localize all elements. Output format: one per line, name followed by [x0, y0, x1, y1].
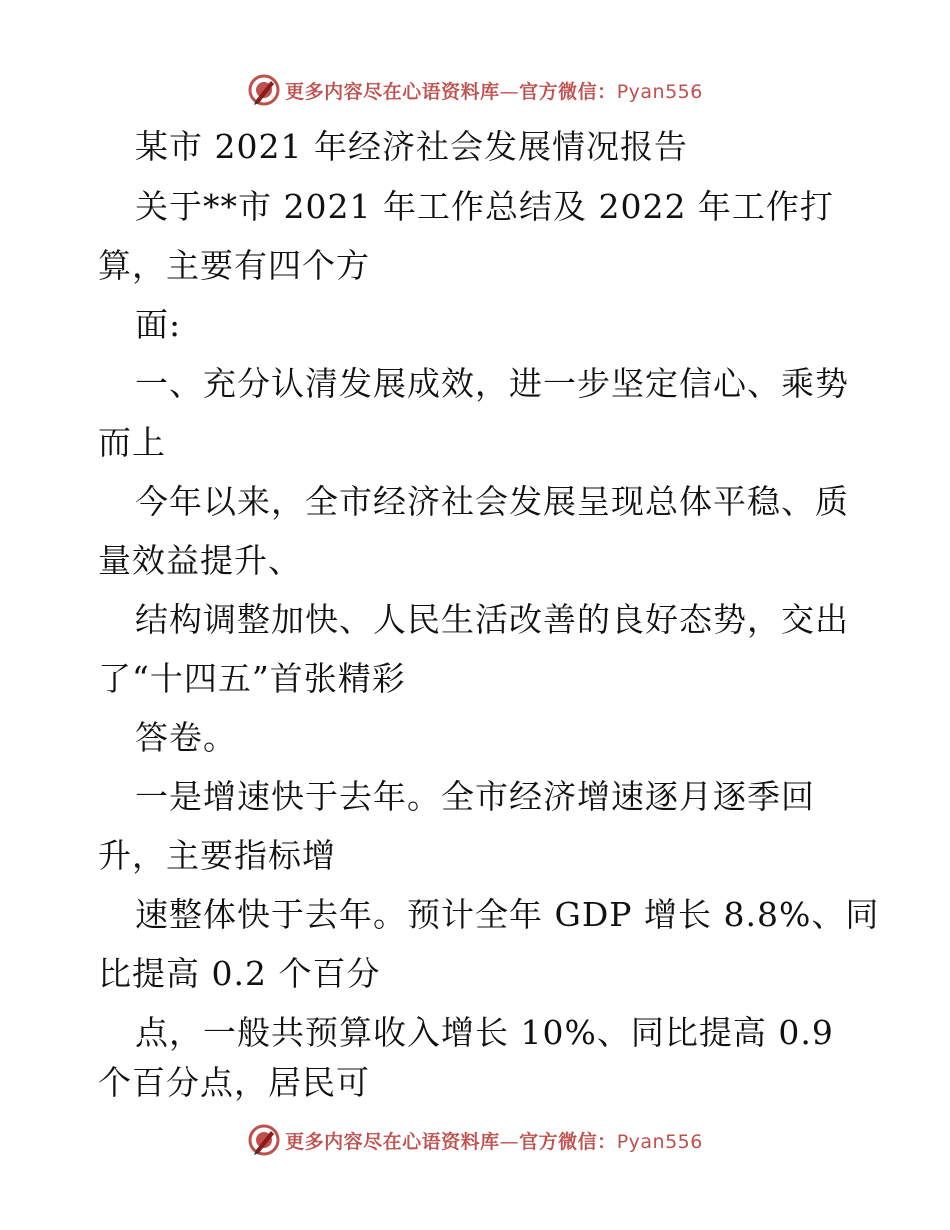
promo-slogan: 更多内容尽在心语资料库: [285, 80, 500, 103]
paragraph-line: 面:: [135, 305, 182, 344]
document-title: 某市 2021 年经济社会发展情况报告: [135, 127, 688, 166]
paragraph-line: 速整体快于去年。预计全年 GDP 增长 8.8%、同: [135, 895, 880, 934]
paragraph-line: 一是增速快于去年。全市经济增速逐月逐季回: [135, 777, 815, 816]
section-heading: 一、充分认清发展成效，进一步坚定信心、乘势: [135, 364, 849, 403]
promo-wechat-label: 官方微信：: [519, 1130, 617, 1153]
pen-circle-logo-icon: [247, 73, 281, 107]
paragraph-line: 今年以来，全市经济社会发展呈现总体平稳、质: [135, 482, 849, 521]
promo-wechat-id: Pyan556: [616, 80, 703, 103]
paragraph-line: 关于**市 2021 年工作总结及 2022 年工作打: [135, 187, 834, 226]
promo-separator: —: [499, 1130, 520, 1153]
paragraph-line: 点，一般共预算收入增长 10%、同比提高 0.9: [135, 1013, 834, 1052]
paragraph-line: 量效益提升、: [98, 541, 302, 580]
paragraph-line: 个百分点，居民可: [98, 1063, 370, 1102]
header-promo-text: [285, 77, 703, 104]
footer-promo-text: [285, 1127, 703, 1154]
promo-slogan: 更多内容尽在心语资料库: [285, 1130, 500, 1153]
paragraph-line: 了“十四五”首张精彩: [98, 659, 406, 698]
paragraph-line: 比提高 0.2 个百分: [98, 954, 381, 993]
promo-wechat-label: 官方微信：: [519, 80, 617, 103]
promo-separator: —: [499, 80, 520, 103]
paragraph-line: 算，主要有四个方: [98, 246, 370, 285]
promo-wechat-id: Pyan556: [616, 1130, 703, 1153]
section-heading-cont: 而上: [98, 423, 166, 462]
footer-banner: [0, 1120, 950, 1160]
paragraph-line: 结构调整加快、人民生活改善的良好态势，交出: [135, 600, 849, 639]
header-banner: [0, 70, 950, 110]
paragraph-line: 答卷。: [135, 718, 237, 757]
paragraph-line: 升，主要指标增: [98, 836, 336, 875]
pen-circle-logo-icon: [247, 1123, 281, 1157]
